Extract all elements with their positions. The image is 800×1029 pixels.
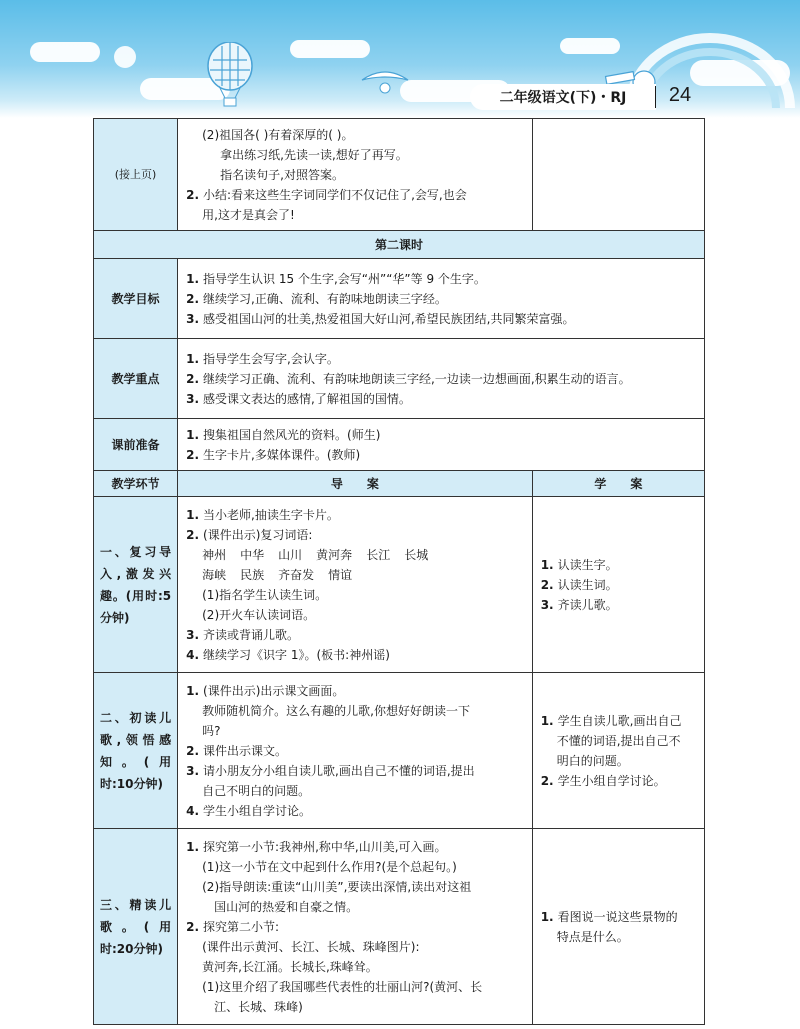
list-item: 2. 课件出示课文。 bbox=[186, 743, 288, 758]
continued-line: 指名读句子,对照答案。 bbox=[220, 167, 344, 182]
table-row-prep bbox=[94, 419, 705, 471]
table-row-stage-3 bbox=[94, 829, 705, 1025]
list-item: 1. 搜集祖国自然风光的资料。(师生) bbox=[186, 427, 381, 442]
list-item: 1. 指导学生会写字,会认字。 bbox=[186, 351, 339, 366]
section-title: 第二课时 bbox=[94, 231, 705, 259]
book-title: 二年级语文(下)・RJ bbox=[499, 90, 627, 106]
stage-1-title: 一、复习导入,激发兴趣。(用时:5分钟) bbox=[94, 497, 178, 673]
list-item-cont: 明白的问题。 bbox=[556, 753, 629, 768]
continued-label: (接上页) bbox=[94, 119, 178, 231]
page-header bbox=[0, 0, 800, 118]
focus-label: 教学重点 bbox=[94, 339, 178, 419]
sub-item-cont: 国山河的热爱和自豪之情。 bbox=[214, 899, 359, 914]
hot-air-balloon-icon bbox=[205, 42, 255, 108]
stage-2-study bbox=[532, 673, 704, 829]
paragraph-line: 黄河奔,长江涌。长城长,珠峰耸。 bbox=[202, 959, 378, 974]
list-item-cont: 不懂的词语,提出自己不 bbox=[556, 733, 681, 748]
list-item: 2. (课件出示)复习词语: bbox=[186, 527, 313, 542]
list-item: 1. 看图说一说这些景物的 bbox=[540, 909, 678, 924]
continued-summary: 2. 小结:看来这些生字词同学们不仅记住了,会写,也会 bbox=[186, 187, 467, 202]
book-title-badge bbox=[470, 84, 656, 110]
list-item: 1. 当小老师,抽读生字卡片。 bbox=[186, 507, 339, 522]
continued-summary-cont: 用,这才是真会了! bbox=[202, 207, 295, 222]
stage-3-guide bbox=[178, 829, 533, 1025]
table-row-stage-2 bbox=[94, 673, 705, 829]
list-item: 1. (课件出示)出示课文画面。 bbox=[186, 683, 345, 698]
sub-item: (1)这里介绍了我国哪些代表性的壮丽山河?(黄河、长 bbox=[202, 979, 483, 994]
cloud-decoration bbox=[560, 38, 620, 54]
list-item: 3. 感受课文表达的感情,了解祖国的国情。 bbox=[186, 391, 411, 406]
sub-item: (2)指导朗读:重读“山川美”,要读出深情,读出对这祖 bbox=[202, 879, 472, 894]
word-list: 海峡 民族 齐奋发 情谊 bbox=[202, 567, 353, 582]
prep-label: 课前准备 bbox=[94, 419, 178, 471]
sub-item: (1)指名学生认读生词。 bbox=[202, 587, 328, 602]
goals-label: 教学目标 bbox=[94, 259, 178, 339]
paragraph-line: 自己不明白的问题。 bbox=[202, 783, 311, 798]
table-header-row bbox=[94, 471, 705, 497]
sub-item: (1)这一小节在文中起到什么作用?(是个总起句。) bbox=[202, 859, 457, 874]
list-item: 2. 生字卡片,多媒体课件。(教师) bbox=[186, 447, 361, 462]
list-item: 2. 探究第二小节: bbox=[186, 919, 280, 934]
paragraph-line: (课件出示黄河、长江、长城、珠峰图片): bbox=[202, 939, 420, 954]
cloud-decoration bbox=[290, 40, 370, 58]
list-item: 2. 学生小组自学讨论。 bbox=[540, 773, 666, 788]
list-item: 3. 齐读或背诵儿歌。 bbox=[186, 627, 300, 642]
table-row-focus bbox=[94, 339, 705, 419]
list-item: 1. 认读生字。 bbox=[540, 557, 618, 572]
list-item: 3. 感受祖国山河的壮美,热爱祖国大好山河,希望民族团结,共同繁荣富强。 bbox=[186, 311, 575, 326]
stage-2-guide bbox=[178, 673, 533, 829]
hang-glider-icon bbox=[360, 64, 410, 100]
stage-3-study bbox=[532, 829, 704, 1025]
lesson-plan-table bbox=[93, 118, 705, 1025]
title-divider bbox=[655, 86, 656, 108]
table-row-goals bbox=[94, 259, 705, 339]
stage-1-guide bbox=[178, 497, 533, 673]
continued-line: 拿出练习纸,先读一读,想好了再写。 bbox=[220, 147, 408, 162]
list-item: 3. 请小朋友分小组自读儿歌,画出自己不懂的词语,提出 bbox=[186, 763, 475, 778]
column-header-guide: 导 案 bbox=[178, 471, 533, 497]
word-list: 神州 中华 山川 黄河奔 长江 长城 bbox=[202, 547, 429, 562]
paragraph-line: 吗? bbox=[202, 723, 221, 738]
list-item: 1. 指导学生认识 15 个生字,会写“州”“华”等 9 个生字。 bbox=[186, 271, 486, 286]
table-row-continued bbox=[94, 119, 705, 231]
list-item: 3. 齐读儿歌。 bbox=[540, 597, 618, 612]
list-item: 1. 学生自读儿歌,画出自己 bbox=[540, 713, 682, 728]
list-item: 4. 继续学习《识字 1》。(板书:神州谣) bbox=[186, 647, 390, 662]
list-item: 1. 探究第一小节:我神州,称中华,山川美,可入画。 bbox=[186, 839, 447, 854]
list-item: 2. 认读生词。 bbox=[540, 577, 618, 592]
list-item-cont: 特点是什么。 bbox=[556, 929, 629, 944]
stage-1-study bbox=[532, 497, 704, 673]
continued-line: (2)祖国各( )有着深厚的( )。 bbox=[202, 127, 354, 142]
goals-list bbox=[178, 259, 705, 339]
stage-3-title: 三、精读儿歌。(用时:20分钟) bbox=[94, 829, 178, 1025]
list-item: 4. 学生小组自学讨论。 bbox=[186, 803, 312, 818]
list-item: 2. 继续学习,正确、流利、有韵味地朗读三字经。 bbox=[186, 291, 447, 306]
column-header-study: 学 案 bbox=[532, 471, 704, 497]
list-item: 2. 继续学习正确、流利、有韵味地朗读三字经,一边读一边想画面,积累生动的语言。 bbox=[186, 371, 631, 386]
page-number: 24 bbox=[668, 83, 692, 106]
sun-icon bbox=[112, 44, 138, 70]
table-row-section bbox=[94, 231, 705, 259]
sub-item: (2)开火车认读词语。 bbox=[202, 607, 316, 622]
paragraph-line: 教师随机简介。这么有趣的儿歌,你想好好朗读一下 bbox=[202, 703, 470, 718]
cloud-decoration bbox=[30, 42, 100, 62]
continued-study-empty bbox=[532, 119, 704, 231]
column-header-stage: 教学环节 bbox=[94, 471, 178, 497]
sub-item-cont: 江、长城、珠峰) bbox=[214, 999, 303, 1014]
prep-list bbox=[178, 419, 705, 471]
continued-guide bbox=[178, 119, 533, 231]
focus-list bbox=[178, 339, 705, 419]
table-row-stage-1 bbox=[94, 497, 705, 673]
stage-2-title: 二、初读儿歌,领悟感知。(用时:10分钟) bbox=[94, 673, 178, 829]
